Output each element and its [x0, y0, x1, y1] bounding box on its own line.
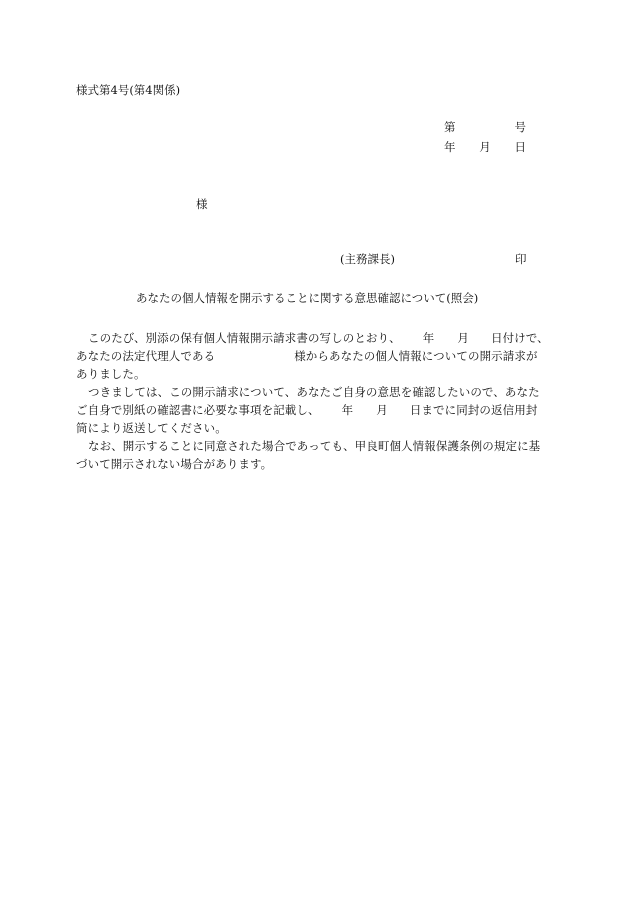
- issue-date-year: 年: [444, 140, 456, 154]
- issue-date: [444, 142, 526, 154]
- body-text-segment: なお、開示することに同意された場合であっても、甲良町個人情報保護条例の規定に基: [88, 439, 541, 453]
- form-number: 様式第4号(第4関係): [76, 83, 181, 97]
- document-number-suffix: 号: [514, 120, 526, 134]
- body-month-slot: 月: [376, 403, 388, 417]
- document-number: [444, 122, 526, 134]
- body-month-slot: 月: [457, 331, 469, 345]
- body-text-segment: 日付けで、: [490, 331, 549, 345]
- letter-body: [76, 329, 556, 473]
- body-line: づいて開示されない場合があります。: [76, 457, 273, 471]
- body-line: [76, 383, 556, 401]
- body-text-segment: 日までに同封の返信用封: [409, 403, 538, 417]
- body-line: 筒により返送してください。: [76, 421, 227, 435]
- sender-title: (主務課長): [340, 252, 395, 266]
- issue-date-day: 日: [514, 140, 526, 154]
- body-text-segment: つきましては、この開示請求について、あなたご自身の意思を確認したいので、あなた: [88, 385, 540, 399]
- body-text-segment: このたび、別添の保有個人情報開示請求書の写しのとおり、: [88, 331, 401, 345]
- subject-line: あなたの個人情報を開示することに関する意思確認について(照会): [136, 291, 479, 305]
- document-number-prefix: 第: [444, 120, 456, 134]
- body-line: [76, 347, 556, 365]
- body-line: [76, 401, 556, 419]
- body-year-slot: 年: [422, 331, 435, 345]
- body-line: [76, 329, 556, 347]
- body-text-segment: ご自身で別紙の確認書に必要な事項を記載し、: [76, 403, 320, 417]
- body-text-segment: あなたの法定代理人である: [76, 349, 216, 363]
- body-year-slot: 年: [341, 403, 354, 417]
- issue-date-month: 月: [479, 140, 491, 154]
- body-line: [76, 437, 556, 455]
- body-text-segment: 様からあなたの個人情報についての開示請求が: [294, 349, 538, 363]
- body-line: ありました。: [76, 367, 146, 381]
- seal-mark: 印: [515, 252, 527, 266]
- addressee-honorific: 様: [196, 197, 208, 211]
